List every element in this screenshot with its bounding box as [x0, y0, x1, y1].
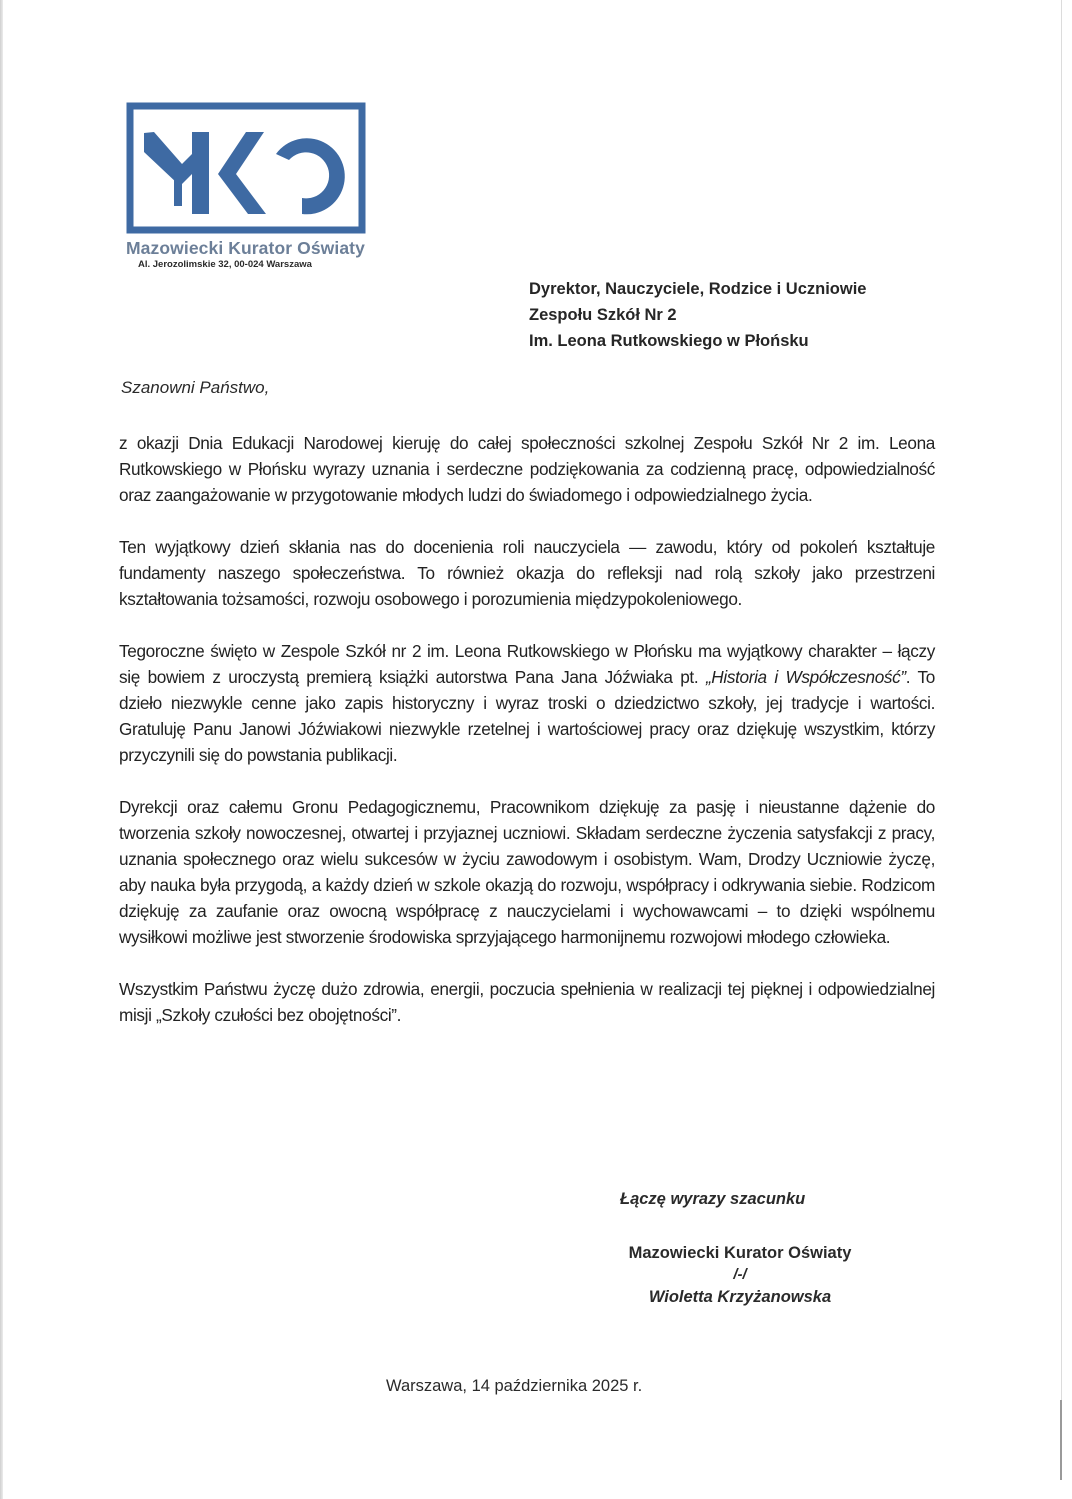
addressee-line: Im. Leona Rutkowskiego w Płońsku [529, 332, 809, 350]
signature-mark: /-/ [733, 1266, 747, 1283]
letterhead [126, 102, 366, 272]
addressee-line: Dyrektor, Nauczyciele, Rodzice i Uczniowie [529, 280, 867, 298]
paragraph [119, 638, 935, 768]
letter-body [119, 430, 935, 1054]
place-and-date: Warszawa, 14 października 2025 r. [386, 1377, 643, 1395]
paragraph-text: Tegoroczne święto w Zespole Szkół nr 2 im. Leona Rutkowskiego w Płońsku ma wyjątkowy charakter – łączy się bowiem z uroczystą premierą książki autorstwa Pana Jana Jóźwiaka pt. [119, 641, 935, 687]
paragraph: Dyrekcji oraz całemu Gronu Pedagogicznemu, Pracownikom dziękuję za pasję i nieustanne dążenie do tworzenia szkoły nowoczesnej, otwartej i przyjaznej uczniowi. Składam serdeczne życzenia satysfakcji z pracy, uznania społecznego oraz wielu sukcesów w życiu zawodowym i osobistym. Wam, Drodzy Uczniowie życzę, aby nauka była przygodą, a każdy dzień w szkole okazją do rozwoju, współpracy i odkrywania siebie. Rodzicom dziękuję za zaufanie oraz owocną współpracę z nauczycielami i wychowawcami – to dzięki wspólnemu wysiłkowi możliwe jest stworzenie środowiska sprzyjającego harmonijnemu rozwojowi młodego człowieka. [119, 797, 935, 947]
page-edge-right [1061, 0, 1062, 1470]
signatory-title: Mazowiecki Kurator Oświaty [628, 1244, 852, 1262]
closing-phrase: Łączę wyrazy szacunku [620, 1190, 806, 1208]
salutation: Szanowni Państwo, [121, 378, 270, 397]
addressee-line: Zespołu Szkół Nr 2 [529, 306, 677, 324]
institution-address: Al. Jerozolimskie 32, 00-024 Warszawa [138, 259, 312, 270]
signature-block [560, 1240, 920, 1310]
institution-name: Mazowiecki Kurator Oświaty [126, 238, 365, 258]
page-edge-mark [1060, 1400, 1062, 1480]
page-edge-left [0, 0, 3, 1499]
addressee-block [529, 276, 866, 354]
paragraph-text: . To dzieło niezwykle cenne jako zapis historyczny i wyraz troski o dziedzictwo szkoły, jej tradycje i wartości. Gratuluję Panu Janowi Jóźwiakowi niezwykle rzetelnej i wartościowej pracy oraz dziękuję wszystkim, którzy przyczynili się do powstania publikacji. [119, 667, 935, 765]
paragraph: z okazji Dnia Edukacji Narodowej kieruję do całej społeczności szkolnej Zespołu Szkół Nr 2 im. Leona Rutkowskiego w Płońsku wyrazy uznania i serdeczne podziękowania za codzienną pracę, odpowiedzialność oraz zaangażowanie w przygotowanie młodych ludzi do świadomego i odpowiedzialnego życia. [119, 433, 935, 505]
signatory-name: Wioletta Krzyżanowska [648, 1288, 832, 1306]
paragraph: Ten wyjątkowy dzień skłania nas do docenienia roli nauczyciela — zawodu, który od pokoleń kształtuje fundamenty naszego społeczeństwa. To również okazja do refleksji nad rolą szkoły jako przestrzeni kształtowania tożsamości, rozwoju osobowego i porozumienia międzypokoleniowego. [119, 537, 935, 609]
paragraph: Wszystkim Państwu życzę dużo zdrowia, energii, poczucia spełnienia w realizacji tej pięknej i odpowiedzialnej misji „Szkoły czułości bez obojętności”. [119, 979, 935, 1025]
book-title: „Historia i Współczesność” [705, 667, 906, 687]
mko-logo-icon [126, 102, 366, 234]
